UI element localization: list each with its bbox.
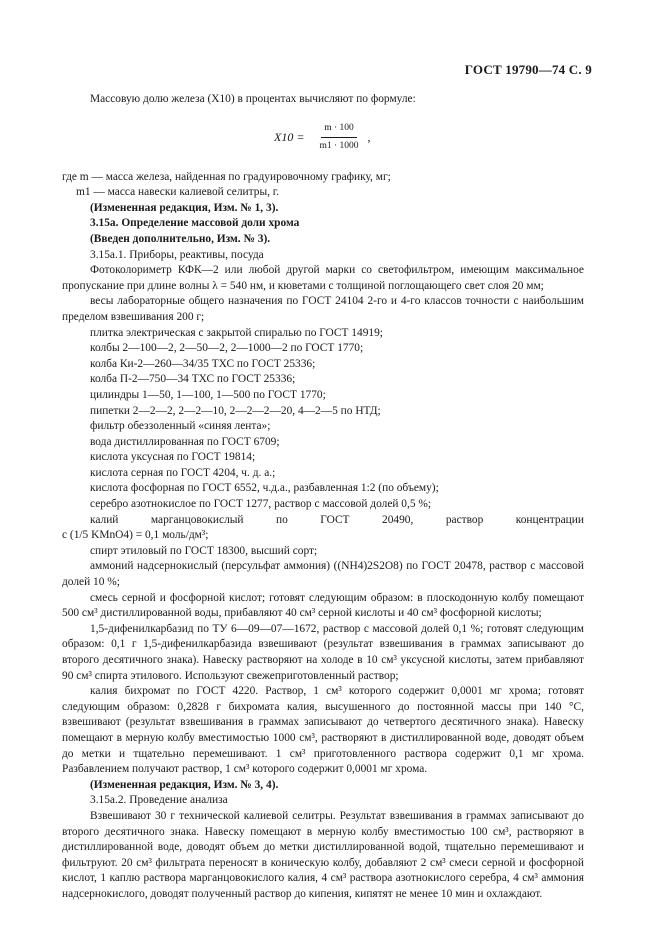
kmno4-word: 20490, [382,513,414,526]
subsection-1-title: 3.15а.1. Приборы, реактивы, посуда [90,248,264,261]
document-body [62,92,584,903]
formula-intro: Массовую долю железа (X10) в процентах вычисляют по формуле: [90,93,416,105]
edit-note-1: (Измененная редакция, Изм. № 1, 3). [90,201,279,214]
list-item: колбы 2—100—2, 2—50—2, 2—1000—2 по ГОСТ 1770; [90,342,364,355]
list-item: смесь серной и фосфорной кислот; готовят следующим образом: в плоскодонную колбу помещают 500 см³ дистиллированной воды, прибавляют 40 см³ серной кислоты и 40 см³ фосфорной кислоты; [62,591,584,620]
formula [274,118,584,158]
list-item: аммоний надсернокислый (персульфат аммония) ((NH4)2S2O8) по ГОСТ 20478, раствор с массовой долей 10 %; [62,560,584,589]
list-item: колба Ки-2—260—34/35 ТХС по ГОСТ 25336; [90,357,316,370]
where-line-1: где m — масса железа, найденная по градуировочному графику, мг; [62,170,391,183]
formula-fraction [316,121,361,155]
kmno4-word: раствор [445,513,484,526]
list-item: кислота фосфорная по ГОСТ 6552, ч.д.а., разбавленная 1:2 (по объему); [90,482,439,495]
list-item: вода дистиллированная по ГОСТ 6709; [90,435,280,448]
formula-numerator: m · 100 [321,121,357,139]
formula-tail: , [367,129,371,144]
analysis-paragraph: Взвешивают 30 г технической калиевой селитры. Результат взвешивания в граммах записывают до второго десятичного знака. Навеску помещают в мерную колбу вместимостью 100 см³, растворяют в дистиллированной воде, доводят объем до метки дистиллированной водой, тщательно перемешивают и фильтруют. 20 см³ фильтрата переносят в коническую колбу, добавляют 2 см³ смеси серной и фосфорной кислот, 1 каплю раствора марганцовокислого калия, 4 см³ раствора азотнокислого серебра, 4 см³ аммония надсернокислого, доводят полученный раствор до кипения, кипятят не менее 10 мин и охлаждают. [62,809,584,900]
kmno4-word: концентрации [515,513,584,526]
list-item: Фотоколориметр КФК—2 или любой другой марки со светофильтром, имеющим максимальное пропускание при длине волны λ = 540 нм, и кюветами с толщиной поглощающего свет слоя 20 мм; [62,264,584,292]
kmno4-line [62,513,584,529]
list-item: колба П-2—750—34 ТХС по ГОСТ 25336; [90,373,296,386]
kmno4-word: калий [90,513,119,526]
subsection-2-title: 3.15а.2. Проведение анализа [90,794,228,807]
kmno4-concentration: c (1/5 KMnO4) = 0,1 моль/дм³; [62,529,209,542]
list-item: кислота серная по ГОСТ 4204, ч. д. а.; [90,466,276,479]
formula-denominator: m1 · 1000 [319,141,359,152]
list-item: калия бихромат по ГОСТ 4220. Раствор, 1 см³ которого содержит 0,0001 мг хрома; готовят следующим образом: 0,2828 г бихромата калия, высушенного до постоянной массы при 140 °С, взвешивают (результат взвешивания в граммах записывают до четвертого десятичного знака). Навеску помещают в мерную колбу вместимостью 1000 см³, растворяют в дистиллированной воде, доводят объем до метки и тщательно перемешивают. 1 см³ приготовленного раствора содержит 0,1 мг хрома. Разбавлением получают раствор, 1 см³ которого содержит 0,0001 мг хрома. [62,685,584,776]
section-added-note: (Введен дополнительно, Изм. № 3). [90,232,271,245]
where-line-2: m1 — масса навески калиевой селитры, г. [76,186,280,199]
list-item: спирт этиловый по ГОСТ 18300, высший сорт; [90,544,318,557]
kmno4-word: ГОСТ [320,513,350,526]
list-item: пипетки 2—2—2, 2—2—10, 2—2—2—20, 4—2—5 по НТД; [90,404,381,417]
list-item: серебро азотнокислое по ГОСТ 1277, раствор с массовой долей 0,5 %; [90,498,432,511]
formula-lhs: X10 = [274,129,305,144]
edit-note-2: (Измененная редакция, Изм. № 3, 4). [90,778,279,791]
list-item: плитка электрическая с закрытой спиралью по ГОСТ 14919; [90,326,383,339]
list-item: 1,5-дифенилкарбазид по ТУ 6—09—07—1672, раствор с массовой долей 0,1 %; готовят следующим образом: 0,1 г 1,5-дифенилкарбазида взвешивают (результат взвешивания в граммах записывают до второго десятичного знака). Навеску растворяют на холоде в 10 см³ уксусной кислоты, затем прибавляют 90 см³ спирта этилового. Используют свежеприготовленный раствор; [62,622,584,682]
section-title: 3.15а. Определение массовой доли хрома [90,217,300,230]
kmno4-word: по [276,513,288,526]
list-item: цилиндры 1—50, 1—100, 1—500 по ГОСТ 1770; [90,388,326,401]
list-item: фильтр обеззоленный «синяя лента»; [90,420,271,433]
list-item: кислота уксусная по ГОСТ 19814; [90,451,256,464]
page-header: ГОСТ 19790—74 С. 9 [464,62,592,77]
kmno4-word: марганцовокислый [150,513,244,526]
list-item: весы лабораторные общего назначения по ГОСТ 24104 2-го и 4-го классов точности с наибольшим пределом взвешивания 200 г; [62,295,584,323]
